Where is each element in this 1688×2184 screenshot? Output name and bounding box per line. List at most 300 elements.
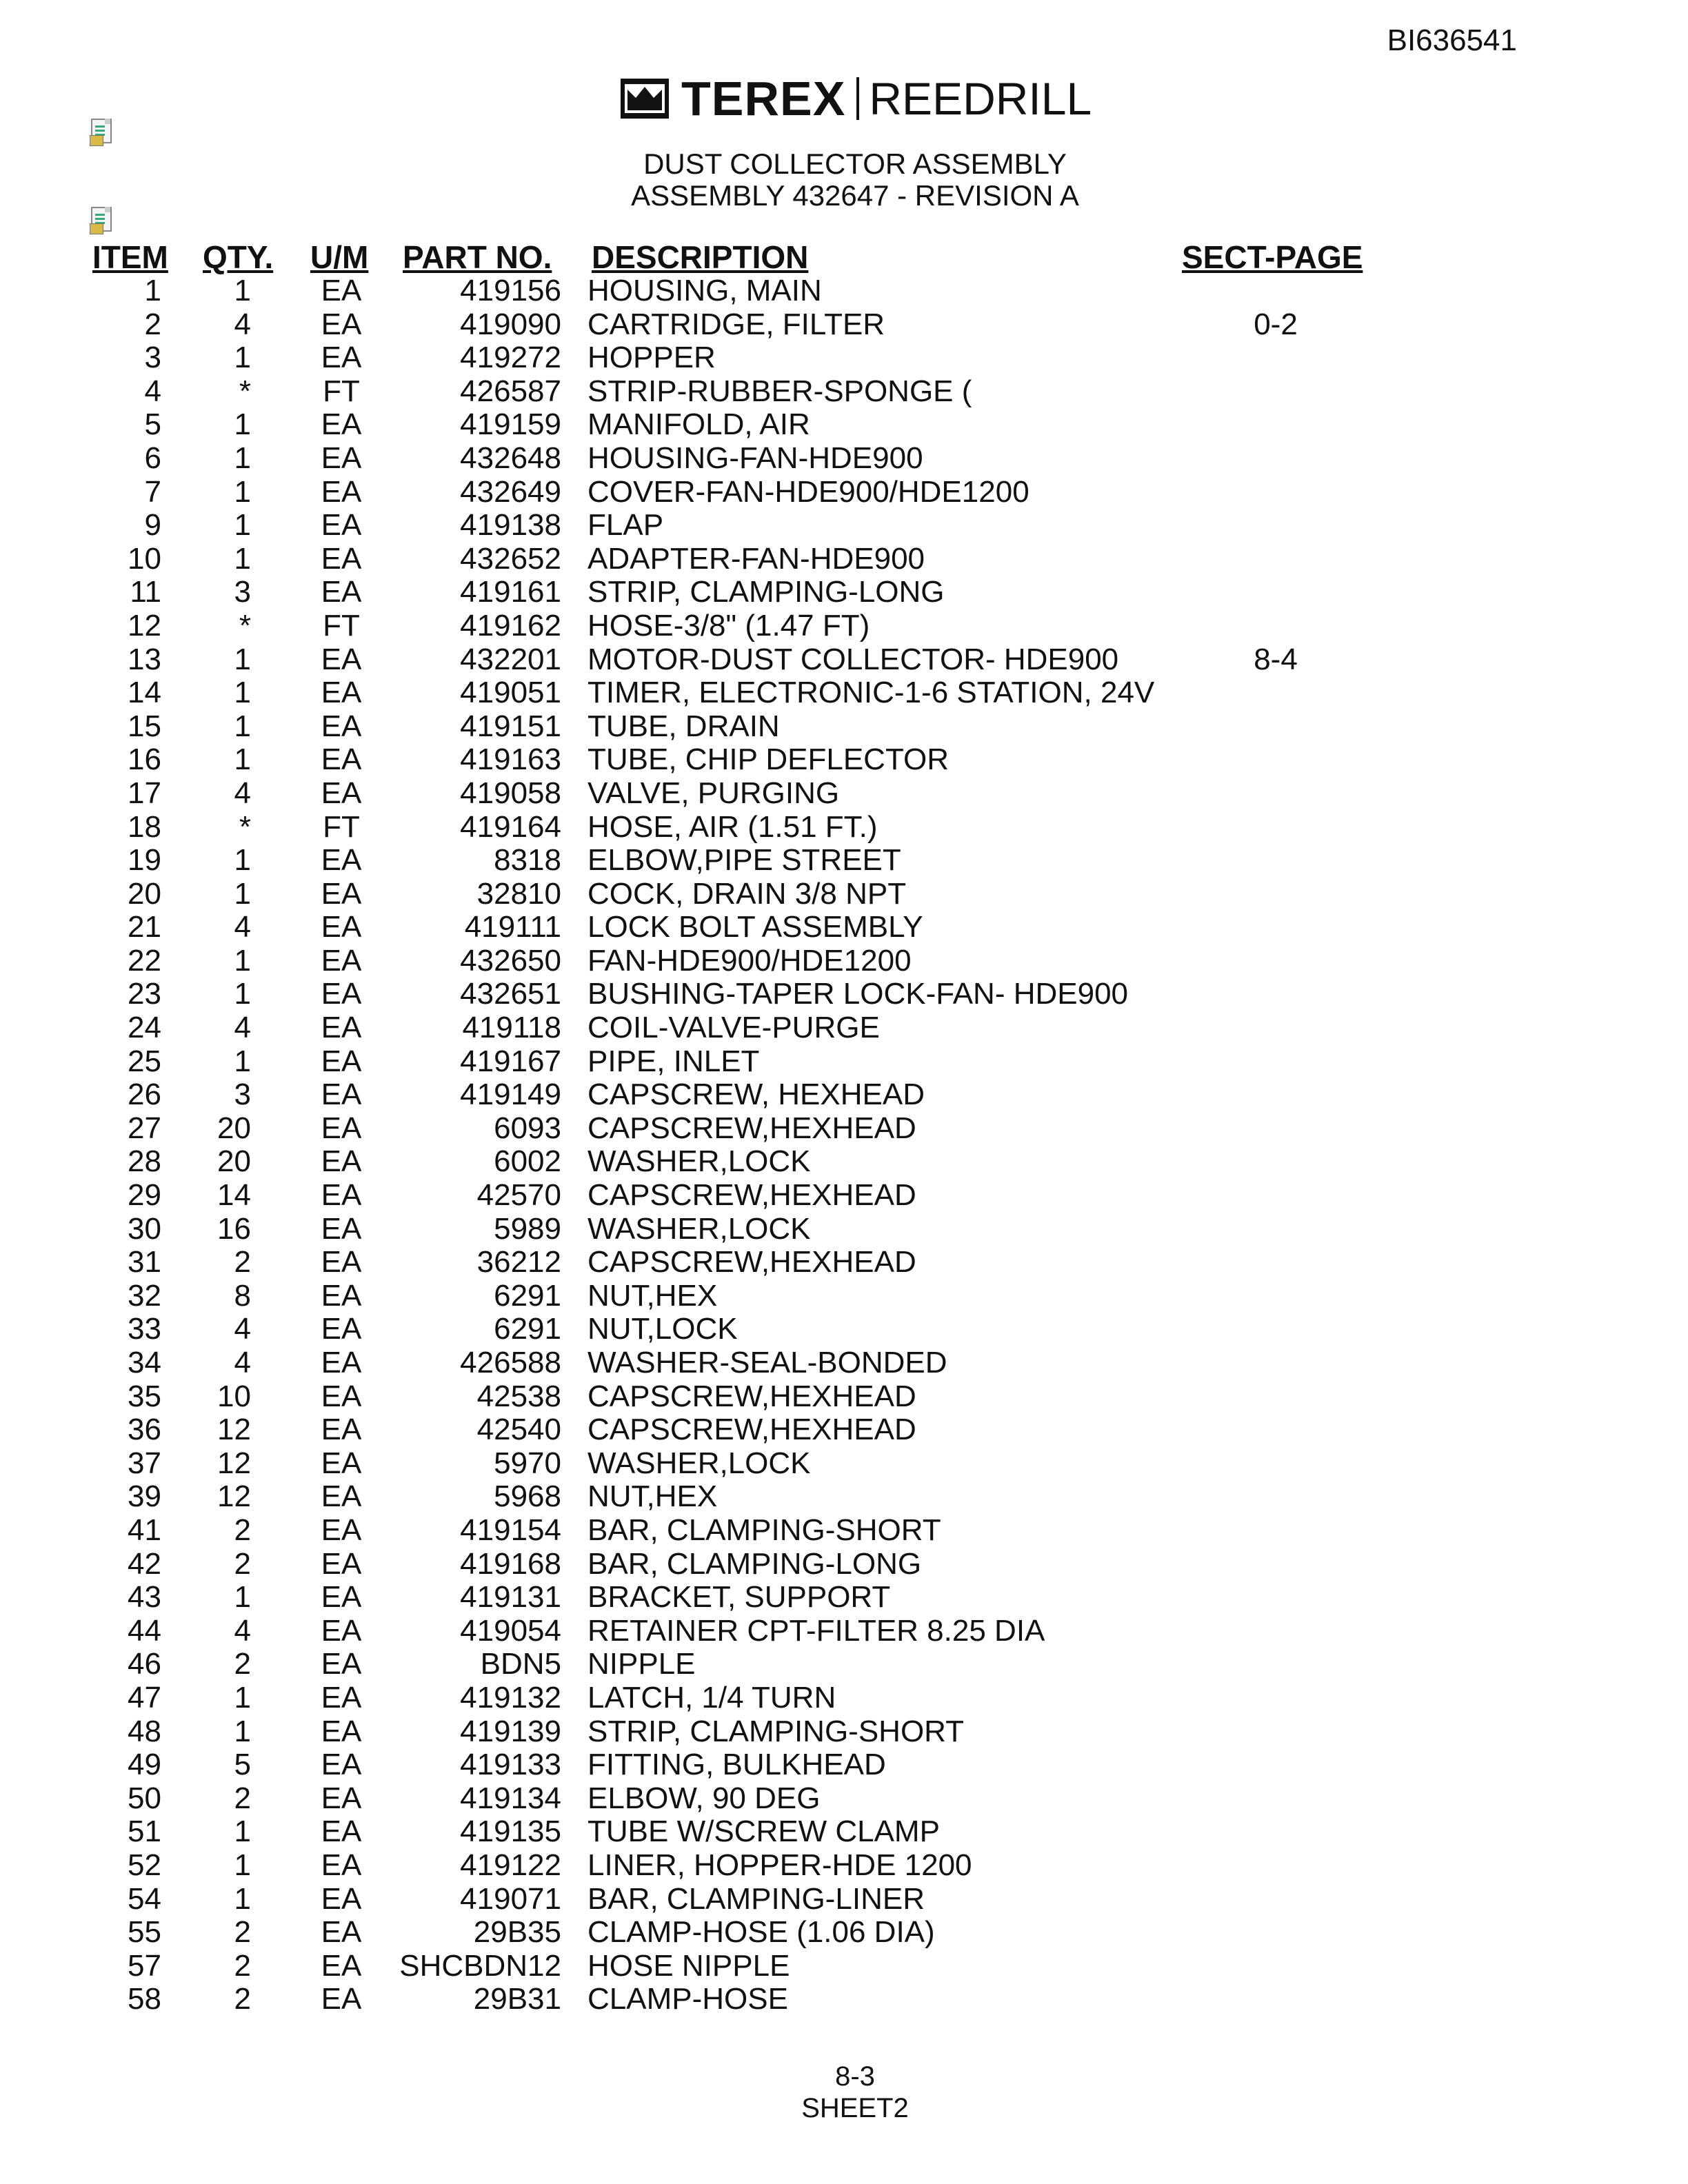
description: FAN-HDE900/HDE1200 — [587, 943, 912, 978]
description: CLAMP-HOSE — [587, 1982, 788, 2016]
quantity: 1 — [234, 274, 251, 307]
unit-of-measure: EA — [321, 575, 362, 609]
unit-of-measure: EA — [321, 474, 362, 509]
table-row — [0, 1045, 1688, 1079]
table-row — [0, 442, 1688, 476]
quantity: 1 — [234, 943, 251, 978]
unit-of-measure: EA — [321, 1546, 362, 1581]
quantity: 2 — [234, 1546, 251, 1581]
description: CARTRIDGE, FILTER — [587, 307, 885, 341]
item-number: 24 — [128, 1011, 161, 1045]
item-number: 13 — [128, 642, 161, 676]
unit-of-measure: EA — [321, 977, 362, 1011]
unit-of-measure: EA — [321, 943, 362, 978]
part-number: 432651 — [460, 977, 561, 1011]
item-number: 34 — [128, 1346, 161, 1379]
description: COIL-VALVE-PURGE — [587, 1011, 880, 1045]
quantity: 16 — [217, 1211, 251, 1246]
part-number: 5968 — [494, 1479, 561, 1514]
description: HOPPER — [587, 341, 716, 375]
part-number: 6291 — [494, 1278, 561, 1313]
quantity: 1 — [234, 441, 251, 475]
description: FITTING, BULKHEAD — [587, 1748, 886, 1782]
description: LATCH, 1/4 TURN — [587, 1680, 836, 1715]
unit-of-measure: EA — [321, 307, 362, 341]
sect-page: 0-2 — [1254, 307, 1298, 341]
unit-of-measure: EA — [321, 1178, 362, 1213]
unit-of-measure: EA — [321, 1915, 362, 1950]
quantity: 1 — [234, 876, 251, 911]
table-row — [0, 1313, 1688, 1346]
item-number: 52 — [128, 1848, 161, 1882]
item-number: 48 — [128, 1714, 161, 1748]
quantity: 1 — [234, 843, 251, 878]
description: CAPSCREW,HEXHEAD — [587, 1245, 916, 1280]
part-number: 419131 — [460, 1580, 561, 1615]
unit-of-measure: EA — [321, 876, 362, 911]
table-row — [0, 1145, 1688, 1179]
part-number: 5970 — [494, 1446, 561, 1480]
table-row — [0, 844, 1688, 878]
description: BAR, CLAMPING-LONG — [587, 1546, 922, 1581]
quantity: 4 — [234, 776, 251, 810]
quantity: 12 — [217, 1479, 251, 1514]
table-row — [0, 811, 1688, 845]
item-number: 39 — [128, 1479, 161, 1514]
part-number: 6291 — [494, 1312, 561, 1346]
item-number: 47 — [128, 1680, 161, 1715]
sect-page: 8-4 — [1254, 642, 1298, 676]
quantity: 12 — [217, 1446, 251, 1480]
table-row — [0, 1815, 1688, 1849]
description: VALVE, PURGING — [587, 776, 840, 810]
part-number: 419156 — [460, 274, 561, 307]
table-row — [0, 1615, 1688, 1648]
item-number: 19 — [128, 843, 161, 878]
unit-of-measure: FT — [323, 809, 360, 844]
quantity: 2 — [234, 1948, 251, 1983]
quantity: 2 — [234, 1647, 251, 1681]
item-number: 57 — [128, 1948, 161, 1983]
embedded-file-icon[interactable] — [90, 119, 114, 146]
description: NUT,LOCK — [587, 1312, 738, 1346]
description: ELBOW,PIPE STREET — [587, 843, 901, 878]
item-number: 20 — [128, 876, 161, 911]
unit-of-measure: EA — [321, 910, 362, 944]
item-number: 33 — [128, 1312, 161, 1346]
description: TUBE, DRAIN — [587, 709, 780, 743]
part-number: 419054 — [460, 1613, 561, 1648]
table-row — [0, 1480, 1688, 1514]
quantity: 1 — [234, 407, 251, 442]
part-number: 419167 — [460, 1044, 561, 1078]
item-number: 28 — [128, 1144, 161, 1179]
document-title: DUST COLLECTOR ASSEMBLY — [643, 148, 1067, 180]
item-number: 7 — [144, 474, 161, 509]
description: HOSE, AIR (1.51 FT.) — [587, 809, 878, 844]
quantity: 2 — [234, 1982, 251, 2016]
part-number: 419151 — [460, 709, 561, 743]
unit-of-measure: EA — [321, 676, 362, 710]
description: BAR, CLAMPING-SHORT — [587, 1513, 941, 1547]
item-number: 26 — [128, 1078, 161, 1112]
description: FLAP — [587, 508, 664, 543]
quantity: 20 — [217, 1144, 251, 1179]
quantity: 1 — [234, 742, 251, 777]
description: TUBE, CHIP DEFLECTOR — [587, 742, 950, 777]
unit-of-measure: EA — [321, 541, 362, 576]
table-row — [0, 609, 1688, 643]
table-row — [0, 408, 1688, 442]
description: PIPE, INLET — [587, 1044, 760, 1078]
quantity: 1 — [234, 1714, 251, 1748]
quantity: 8 — [234, 1278, 251, 1313]
part-number: 419118 — [462, 1011, 561, 1045]
description: ELBOW, 90 DEG — [587, 1781, 821, 1815]
part-number: 432649 — [460, 474, 561, 509]
unit-of-measure: EA — [321, 1781, 362, 1815]
unit-of-measure: EA — [321, 1881, 362, 1916]
sheet-label: SHEET2 — [801, 2093, 909, 2123]
item-number: 36 — [128, 1413, 161, 1447]
unit-of-measure: EA — [321, 1748, 362, 1782]
quantity: 5 — [234, 1748, 251, 1782]
part-number: 426587 — [460, 374, 561, 408]
item-number: 21 — [128, 910, 161, 944]
item-number: 32 — [128, 1278, 161, 1313]
part-number: 432650 — [460, 943, 561, 978]
part-number: 432652 — [460, 541, 561, 576]
part-number: 29B31 — [473, 1982, 561, 2016]
unit-of-measure: EA — [321, 843, 362, 878]
part-number: 42538 — [476, 1379, 561, 1413]
quantity: * — [239, 374, 251, 408]
table-row — [0, 878, 1688, 911]
description: LINER, HOPPER-HDE 1200 — [587, 1848, 972, 1882]
unit-of-measure: EA — [321, 1144, 362, 1179]
table-row — [0, 509, 1688, 543]
table-row — [0, 1782, 1688, 1816]
description: CAPSCREW, HEXHEAD — [587, 1078, 925, 1112]
quantity: 2 — [234, 1781, 251, 1815]
quantity: 4 — [234, 1613, 251, 1648]
item-number: 35 — [128, 1379, 161, 1413]
part-number: 419090 — [460, 307, 561, 341]
table-row — [0, 1246, 1688, 1280]
table-row — [0, 1916, 1688, 1950]
logo-brand-text: TEREX — [681, 72, 846, 125]
unit-of-measure: EA — [321, 407, 362, 442]
table-row — [0, 710, 1688, 744]
quantity: 14 — [217, 1178, 251, 1213]
unit-of-measure: EA — [321, 1580, 362, 1615]
quantity: 1 — [234, 709, 251, 743]
item-number: 2 — [144, 307, 161, 341]
terex-crown-logo-icon — [621, 79, 669, 119]
table-row — [0, 1883, 1688, 1917]
description: STRIP-RUBBER-SPONGE ( — [587, 374, 972, 408]
part-number: 8318 — [494, 843, 561, 878]
table-row — [0, 543, 1688, 576]
item-number: 5 — [144, 407, 161, 442]
unit-of-measure: EA — [321, 642, 362, 676]
item-number: 6 — [144, 441, 161, 475]
table-row — [0, 341, 1688, 375]
item-number: 11 — [130, 575, 161, 609]
table-row — [0, 643, 1688, 677]
unit-of-measure: EA — [321, 709, 362, 743]
quantity: 3 — [234, 1078, 251, 1112]
table-row — [0, 911, 1688, 944]
quantity: 1 — [234, 1881, 251, 1916]
table-row — [0, 1514, 1688, 1548]
part-number: 419134 — [460, 1781, 561, 1815]
item-number: 54 — [128, 1881, 161, 1916]
logo-division-text: REEDRILL — [869, 73, 1092, 124]
header-sect-page: SECT-PAGE — [1182, 239, 1363, 275]
table-row — [0, 1581, 1688, 1615]
quantity: 2 — [234, 1915, 251, 1950]
description: BAR, CLAMPING-LINER — [587, 1881, 925, 1916]
item-number: 31 — [128, 1245, 161, 1280]
header-part-no: PART NO. — [403, 239, 552, 275]
item-number: 15 — [128, 709, 161, 743]
quantity: 1 — [234, 508, 251, 543]
quantity: * — [239, 608, 251, 643]
table-row — [0, 1011, 1688, 1045]
unit-of-measure: EA — [321, 776, 362, 810]
unit-of-measure: EA — [321, 1446, 362, 1480]
table-row — [0, 1715, 1688, 1749]
part-number: 419161 — [460, 575, 561, 609]
table-row — [0, 1213, 1688, 1246]
item-number: 42 — [128, 1546, 161, 1581]
part-number: BDN5 — [480, 1647, 561, 1681]
unit-of-measure: EA — [321, 1379, 362, 1413]
unit-of-measure: EA — [321, 1848, 362, 1882]
description: NUT,HEX — [587, 1479, 718, 1514]
part-number: 32810 — [476, 876, 561, 911]
quantity: 1 — [234, 1580, 251, 1615]
table-row — [0, 743, 1688, 777]
unit-of-measure: EA — [321, 742, 362, 777]
table-row — [0, 1681, 1688, 1715]
table-row — [0, 1346, 1688, 1380]
description: CAPSCREW,HEXHEAD — [587, 1178, 916, 1213]
item-number: 3 — [144, 341, 161, 375]
table-row — [0, 978, 1688, 1011]
unit-of-measure: EA — [321, 1278, 362, 1313]
item-number: 51 — [128, 1814, 161, 1849]
description: LOCK BOLT ASSEMBLY — [587, 910, 923, 944]
table-row — [0, 576, 1688, 609]
table-row — [0, 1179, 1688, 1213]
quantity: 1 — [234, 676, 251, 710]
part-number: SHCBDN12 — [399, 1948, 561, 1983]
part-number: 419149 — [460, 1078, 561, 1112]
description: TIMER, ELECTRONIC-1-6 STATION, 24V — [587, 676, 1155, 710]
header-um: U/M — [310, 239, 369, 275]
part-number: 419164 — [460, 809, 561, 844]
description: HOSE NIPPLE — [587, 1948, 790, 1983]
part-number: 419132 — [460, 1680, 561, 1715]
unit-of-measure: EA — [321, 1312, 362, 1346]
unit-of-measure: FT — [323, 374, 360, 408]
table-row — [0, 676, 1688, 710]
unit-of-measure: EA — [321, 341, 362, 375]
table-row — [0, 1548, 1688, 1581]
table-row — [0, 274, 1688, 308]
description: TUBE W/SCREW CLAMP — [587, 1814, 940, 1849]
quantity: 1 — [234, 642, 251, 676]
unit-of-measure: EA — [321, 1078, 362, 1112]
table-row — [0, 308, 1688, 342]
description: HOUSING, MAIN — [587, 274, 822, 307]
table-row — [0, 1983, 1688, 2016]
table-row — [0, 1447, 1688, 1481]
part-number: 36212 — [476, 1245, 561, 1280]
unit-of-measure: EA — [321, 1513, 362, 1547]
description: WASHER,LOCK — [587, 1446, 811, 1480]
item-number: 50 — [128, 1781, 161, 1815]
part-number: 419071 — [460, 1881, 561, 1916]
part-number: 419159 — [460, 407, 561, 442]
description: CAPSCREW,HEXHEAD — [587, 1111, 916, 1145]
page-number: 8-3 — [835, 2061, 875, 2092]
description: HOUSING-FAN-HDE900 — [587, 441, 923, 475]
table-row — [0, 375, 1688, 409]
description: COCK, DRAIN 3/8 NPT — [587, 876, 907, 911]
item-number: 17 — [128, 776, 161, 810]
description: MOTOR-DUST COLLECTOR- HDE900 — [587, 642, 1119, 676]
unit-of-measure: EA — [321, 1714, 362, 1748]
item-number: 29 — [128, 1178, 161, 1213]
unit-of-measure: EA — [321, 1346, 362, 1379]
item-number: 23 — [128, 977, 161, 1011]
unit-of-measure: EA — [321, 1111, 362, 1145]
unit-of-measure: EA — [321, 274, 362, 307]
unit-of-measure: EA — [321, 508, 362, 543]
item-number: 14 — [128, 676, 161, 710]
quantity: 1 — [234, 341, 251, 375]
part-number: 419138 — [460, 508, 561, 543]
quantity: 1 — [234, 1814, 251, 1849]
unit-of-measure: EA — [321, 1413, 362, 1447]
part-number: 42540 — [476, 1413, 561, 1447]
part-number: 42570 — [476, 1178, 561, 1213]
table-row — [0, 1849, 1688, 1883]
table-row — [0, 1950, 1688, 1983]
description: COVER-FAN-HDE900/HDE1200 — [587, 474, 1029, 509]
item-number: 55 — [128, 1915, 161, 1950]
header-qty: QTY. — [203, 239, 274, 275]
description: NUT,HEX — [587, 1278, 718, 1313]
item-number: 1 — [144, 274, 161, 307]
quantity: 1 — [234, 1848, 251, 1882]
document-id: BI636541 — [1387, 23, 1517, 57]
item-number: 41 — [128, 1513, 161, 1547]
part-number: 419111 — [464, 910, 561, 944]
item-number: 16 — [128, 742, 161, 777]
unit-of-measure: FT — [323, 608, 360, 643]
description: RETAINER CPT-FILTER 8.25 DIA — [587, 1613, 1045, 1648]
unit-of-measure: EA — [321, 1479, 362, 1514]
item-number: 46 — [128, 1647, 161, 1681]
part-number: 5989 — [494, 1211, 561, 1246]
description: CLAMP-HOSE (1.06 DIA) — [587, 1915, 935, 1950]
description: WASHER-SEAL-BONDED — [587, 1346, 947, 1379]
unit-of-measure: EA — [321, 1613, 362, 1648]
quantity: 1 — [234, 977, 251, 1011]
unit-of-measure: EA — [321, 1245, 362, 1280]
item-number: 22 — [128, 943, 161, 978]
part-number: 29B35 — [473, 1915, 561, 1950]
description: CAPSCREW,HEXHEAD — [587, 1413, 916, 1447]
part-number: 419135 — [460, 1814, 561, 1849]
quantity: 10 — [217, 1379, 251, 1413]
quantity: 4 — [234, 1011, 251, 1045]
item-number: 58 — [128, 1982, 161, 2016]
description: BRACKET, SUPPORT — [587, 1580, 891, 1615]
part-number: 419162 — [460, 608, 561, 643]
table-row — [0, 777, 1688, 811]
unit-of-measure: EA — [321, 1011, 362, 1045]
part-number: 419154 — [460, 1513, 561, 1547]
unit-of-measure: EA — [321, 1814, 362, 1849]
quantity: 1 — [234, 474, 251, 509]
description: CAPSCREW,HEXHEAD — [587, 1379, 916, 1413]
quantity: 20 — [217, 1111, 251, 1145]
parts-list — [0, 274, 1688, 2016]
description: HOSE-3/8" (1.47 FT) — [587, 608, 870, 643]
table-row — [0, 1380, 1688, 1414]
part-number: 426588 — [460, 1346, 561, 1379]
item-number: 4 — [144, 374, 161, 408]
quantity: 3 — [234, 575, 251, 609]
item-number: 10 — [128, 541, 161, 576]
header-item: ITEM — [92, 239, 168, 275]
item-number: 18 — [128, 809, 161, 844]
item-number: 30 — [128, 1211, 161, 1246]
description: NIPPLE — [587, 1647, 696, 1681]
header-description: DESCRIPTION — [592, 239, 809, 275]
part-number: 432201 — [460, 642, 561, 676]
part-number: 419272 — [460, 341, 561, 375]
quantity: 2 — [234, 1513, 251, 1547]
terex-reedrill-logo — [621, 74, 1092, 123]
table-row — [0, 1748, 1688, 1782]
quantity: 1 — [234, 1680, 251, 1715]
unit-of-measure: EA — [321, 1982, 362, 2016]
table-row — [0, 1112, 1688, 1146]
quantity: 4 — [234, 1312, 251, 1346]
part-number: 419168 — [460, 1546, 561, 1581]
table-row — [0, 1078, 1688, 1112]
part-number: 419058 — [460, 776, 561, 810]
description: MANIFOLD, AIR — [587, 407, 810, 442]
unit-of-measure: EA — [321, 1647, 362, 1681]
part-number: 432648 — [460, 441, 561, 475]
table-row — [0, 944, 1688, 978]
item-number: 44 — [128, 1613, 161, 1648]
description: BUSHING-TAPER LOCK-FAN- HDE900 — [587, 977, 1129, 1011]
unit-of-measure: EA — [321, 1044, 362, 1078]
table-row — [0, 476, 1688, 509]
table-row — [0, 1280, 1688, 1313]
unit-of-measure: EA — [321, 1211, 362, 1246]
quantity: 1 — [234, 541, 251, 576]
item-number: 37 — [128, 1446, 161, 1480]
